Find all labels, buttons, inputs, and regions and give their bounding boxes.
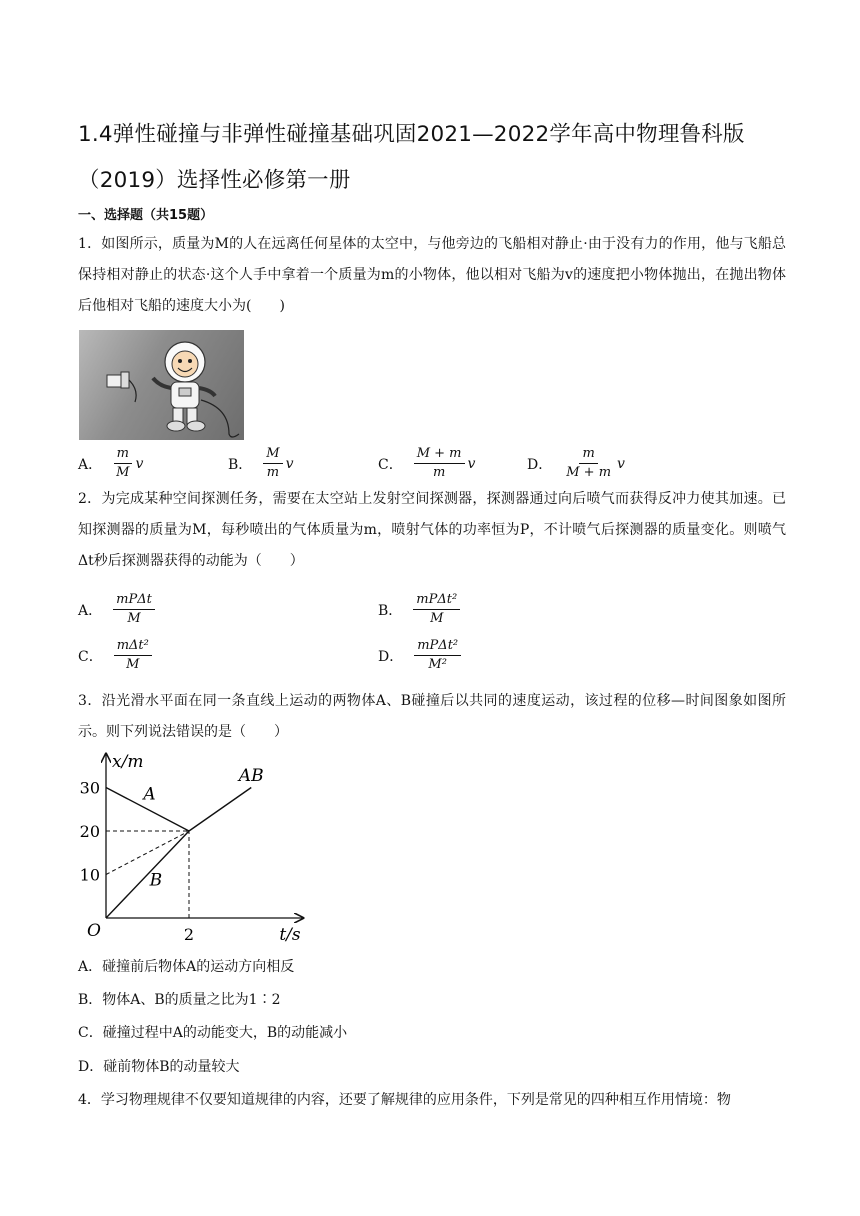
q1-option-b[interactable]: B． $\frac{M}{m}$ v: [228, 446, 294, 480]
q3-option-a[interactable]: A．碰撞前后物体A的运动方向相反: [78, 959, 295, 975]
question-1-text: 1．如图所示，质量为M的人在远离任何星体的太空中，与他旁边的飞船相对静止·由于没有力的作用，他与飞船总保持相对静止的状态·这个人手中拿着一个质量为m的小物体，他以相对飞船为v的速度把小物体抛出，在抛出物体后他相对飞船的速度大小为( ): [78, 236, 786, 314]
y-tick-label: 10: [79, 865, 100, 885]
q3-option-c[interactable]: C．碰撞过程中A的动能变大，B的动能减小: [78, 1025, 348, 1041]
fraction: $\frac{\text{mPΔt²}}{\text{M²}}$: [414, 638, 461, 673]
origin-label: O: [87, 921, 101, 941]
fraction: $\frac{\text{mΔt²}}{M}$: [114, 638, 152, 673]
q3-option-b[interactable]: B．物体A、B的质量之比为1∶2: [78, 992, 281, 1008]
dashed-guide-1: [106, 831, 189, 875]
q2-option-a[interactable]: A． $\frac{\text{mPΔt}}{M}$: [78, 592, 158, 627]
fraction: $\frac{m}{M}$: [113, 446, 132, 481]
x-tick-label: 2: [183, 925, 195, 944]
page-title: 1.4弹性碰撞与非弹性碰撞基础巩固2021—2022学年高中物理鲁科版（2019）选择性必修第一册: [78, 122, 745, 193]
spray-can-icon: [107, 372, 136, 402]
q2-option-d[interactable]: D． $\frac{\text{mPΔt²}}{\text{M²}}$: [378, 638, 464, 673]
q1-option-d[interactable]: D． $\frac{m}{M + m}$ v: [527, 446, 625, 480]
q1-option-a[interactable]: A． $\frac{m}{M}$ v: [78, 446, 144, 480]
question-4-text: 4．学习物理规律不仅要知道规律的内容，还要了解规律的应用条件，下列是常见的四种相互作用情境：物: [78, 1092, 731, 1108]
question-3-text: 3．沿光滑水平面在同一条直线上运动的两物体A、B碰撞后以共同的速度运动，该过程的位移—时间图象如图所示。则下列说法错误的是（ ）: [78, 693, 786, 740]
series-label-B: B: [149, 870, 163, 891]
section-heading: 一、选择题（共15题）: [78, 208, 214, 223]
series-line-B: [106, 831, 189, 918]
displacement-time-graph: [78, 748, 310, 948]
x-axis-label: t/s: [279, 925, 301, 945]
astronaut-illustration: [79, 330, 244, 440]
fraction: $\frac{\text{mPΔt²}}{M}$: [413, 592, 460, 627]
series-label-AB: AB: [238, 765, 264, 786]
fraction: $\frac{\text{mPΔt}}{M}$: [113, 592, 155, 627]
q2-option-c[interactable]: C． $\frac{\text{mΔt²}}{M}$: [78, 638, 155, 673]
fraction: $\frac{m}{M + m}$: [566, 446, 612, 480]
y-tick-label: 30: [79, 778, 100, 798]
fraction: $\frac{M}{m}$: [263, 446, 282, 481]
series-line-AB: [189, 788, 251, 832]
astronaut-figure: [153, 342, 239, 437]
question-2-text: 2．为完成某种空间探测任务，需要在太空站上发射空间探测器，探测器通过向后喷气而获得反冲力使其加速。已知探测器的质量为M，每秒喷出的气体质量为m，喷射气体的功率恒为P，不计喷气后探测器的质量变化。则喷气Δt秒后探测器获得的动能为（ ）: [78, 491, 786, 569]
q3-option-d[interactable]: D．碰前物体B的动量较大: [78, 1059, 240, 1075]
y-axis-label: x/m: [112, 752, 144, 772]
fraction: $\frac{M + m}{m}$: [414, 446, 465, 481]
q2-option-b[interactable]: B． $\frac{\text{mPΔt²}}{M}$: [378, 592, 463, 627]
y-tick-label: 20: [79, 822, 100, 841]
q1-option-c[interactable]: C． $\frac{M + m}{m}$ v: [378, 446, 476, 480]
series-label-A: A: [143, 784, 156, 805]
